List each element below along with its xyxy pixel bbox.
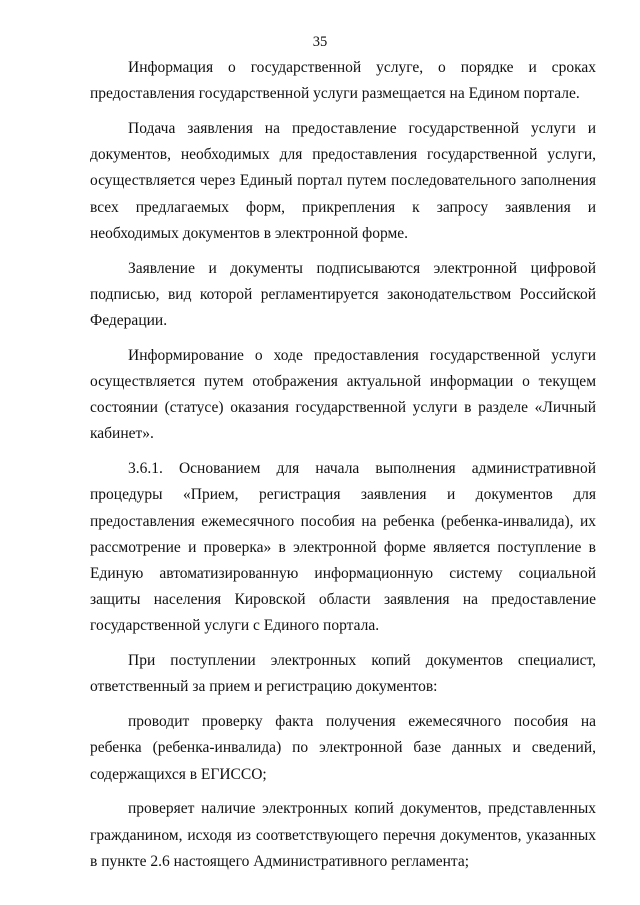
paragraph-specialist-duties: При поступлении электронных копий документов специалист, ответственный за прием и регистрацию документов: bbox=[90, 652, 596, 696]
paragraph-status-informing: Информирование о ходе предоставления государственной услуги осуществляется путем отображения актуальной информации о текущем состоянии (статусе) оказания государственной услуги в разделе «Личный кабинет». bbox=[90, 346, 596, 443]
paragraph-section-3-6-1: 3.6.1. Основанием для начала выполнения административной процедуры «Прием, регистрация заявления и документов для предоставления ежемесячного пособия на ребенка (ребенка-инвалида), их рассмотрение и проверка» в электронной форме является поступление в Единую автоматизированную информационную систему социальной защиты населения Кировской области заявления на предоставление государственной услуги с Единого портала. bbox=[90, 460, 596, 635]
paragraph-application-submission: Подача заявления на предоставление государственной услуги и документов, необходимых для предоставления государственной услуги, осуществляется через Единый портал путем последовательного заполнения всех предлагаемых форм, прикрепления к запросу заявления и необходимых документов в электронной форме. bbox=[90, 120, 596, 242]
paragraph-digital-signature: Заявление и документы подписываются электронной цифровой подписью, вид которой регламентируется законодательством Российской Федерации. bbox=[90, 259, 596, 330]
document-body bbox=[90, 55, 596, 884]
paragraph-portal-info: Информация о государственной услуге, о порядке и сроках предоставления государственной услуги размещается на Едином портале. bbox=[90, 59, 596, 103]
paragraph-duty-document-check: проверяет наличие электронных копий документов, представленных гражданином, исходя из соответствующего перечня документов, указанных в пункте 2.6 настоящего Административного регламента; bbox=[90, 800, 596, 870]
page-number: 35 bbox=[312, 34, 328, 50]
paragraph-duty-verification: проводит проверку факта получения ежемесячного пособия на ребенка (ребенка-инвалида) по электронной базе данных и сведений, содержащихся в ЕГИССО; bbox=[90, 713, 596, 783]
